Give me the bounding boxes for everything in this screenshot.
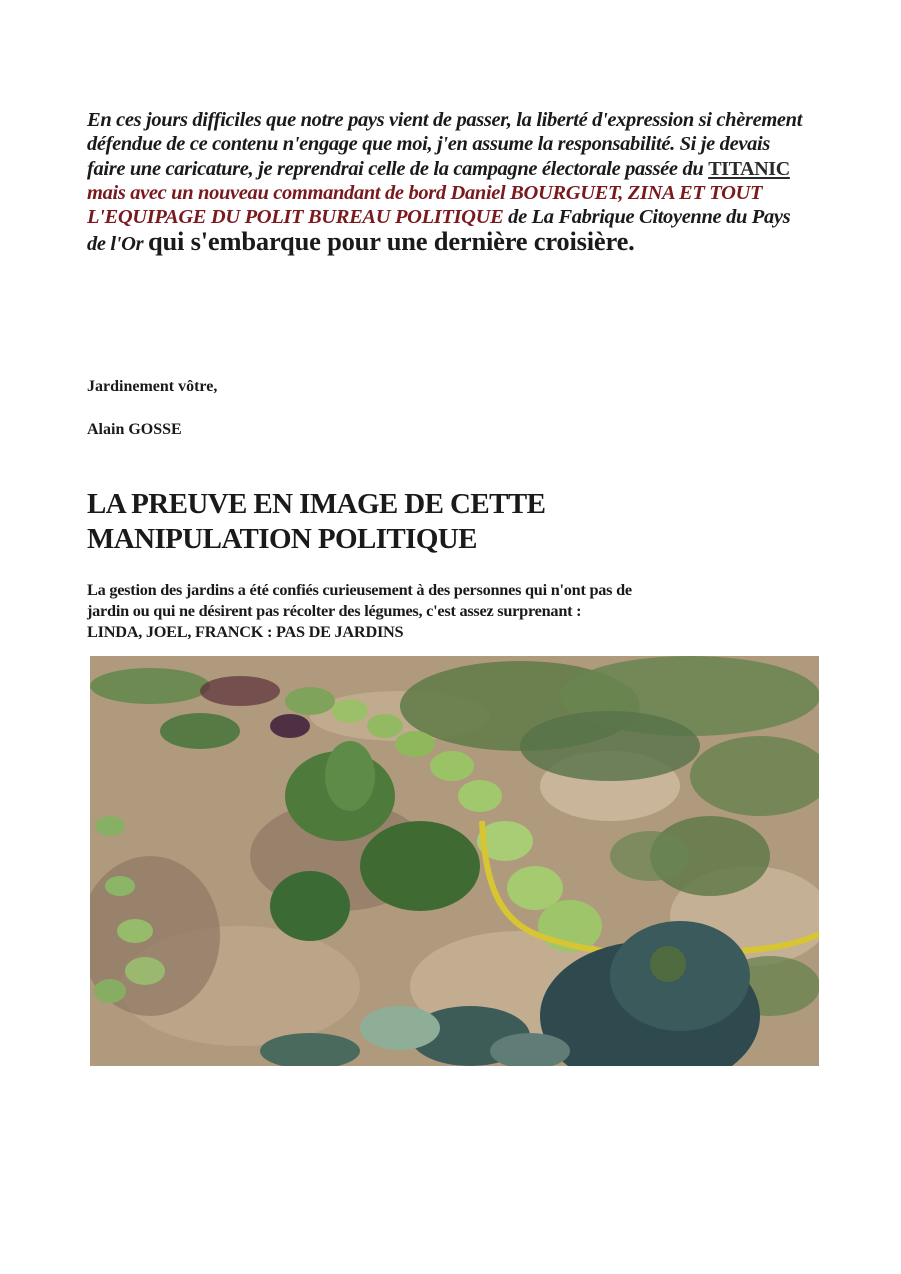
garden-photo — [90, 656, 819, 1066]
heading-line-1: LA PREUVE EN IMAGE DE CETTE — [87, 488, 546, 520]
closing-salutation: Jardinement vôtre, — [87, 378, 218, 395]
garden-photo-illustration — [90, 656, 819, 1066]
paragraph-line-1: La gestion des jardins a été confiés curieusement à des personnes qui n'ont pas de — [87, 580, 632, 599]
intro-text-part2: de La Fabrique Citoyenne du Pays de l'Or — [87, 206, 791, 256]
heading-line-2: MANIPULATION POLITIQUE — [87, 523, 477, 555]
section-paragraph — [87, 579, 807, 642]
intro-text-part1: En ces jours difficiles que notre pays vient de passer, la liberté d'expression si chèrement défendue de ce contenu n'engage que moi, j'en assume la responsabilité. Si je devais faire une caricature, je reprendrai celle de la campagne électorale passée du — [87, 109, 803, 180]
paragraph-line-2: jardin ou qui ne désirent pas récolter des légumes, c'est assez surprenant : — [87, 601, 582, 620]
paragraph-line-3: LINDA, JOEL, FRANCK : PAS DE JARDINS — [87, 622, 404, 641]
intro-big-text: qui s'embarque pour une dernière croisière. — [147, 226, 635, 257]
author-name: Alain GOSSE — [87, 421, 182, 438]
intro-red-text: mais avec un nouveau commandant de bord Daniel BOURGUET, ZINA ET TOUT L'EQUIPAGE DU POLIT BUREAU POLITIQUE — [87, 181, 763, 229]
section-heading — [87, 487, 807, 557]
titanic-underlined-text: TITANIC — [708, 157, 790, 180]
intro-paragraph — [87, 108, 807, 257]
